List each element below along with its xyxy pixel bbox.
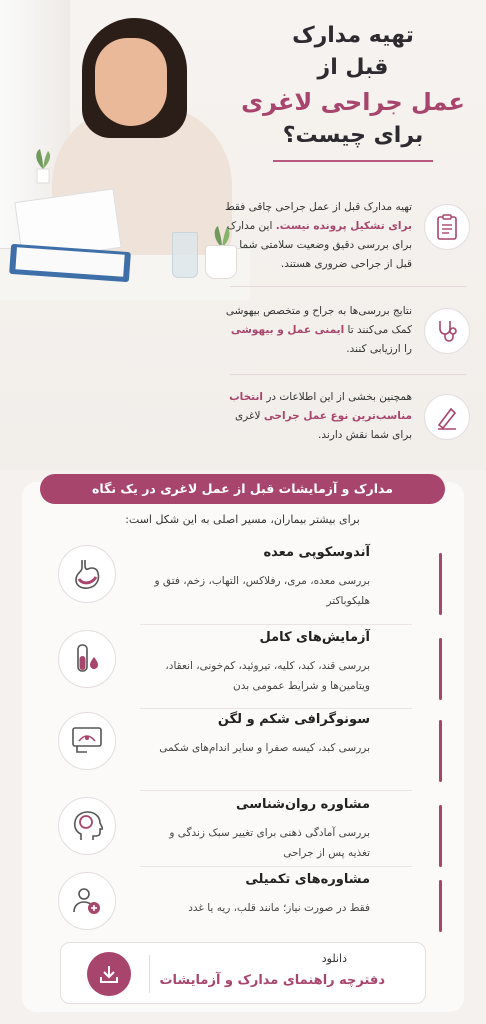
item-accent-bar (439, 880, 442, 932)
divider (140, 790, 412, 791)
intro-highlight: ایمنی عمل و بیهوشی (230, 324, 345, 336)
item-accent-bar (439, 805, 442, 867)
brain-head-icon (58, 797, 116, 855)
pen-paper-icon (424, 394, 470, 440)
item-description: بررسی معده، مری، رفلاکس، التهاب، زخم، فتق و هلیکوباکتر (154, 575, 370, 607)
divider (230, 374, 466, 375)
intro-text: همچنین بخشی از این اطلاعات در انتخاب مناسب‌ترین نوع عمل جراحی لاغری برای شما نقش دارند. (229, 391, 412, 441)
download-icon (98, 963, 120, 985)
title-line-1: تهیه مدارک (292, 23, 414, 48)
intro-text: تهیه مدارک قبل از عمل جراحی چاقی فقط برای تشکیل پرونده نیست. این مدارک برای بررسی دقیق وضعیت سلامتی شما قبل از جراحی ضروری هستند. (224, 201, 412, 270)
item-title: مشاوره روان‌شناسی (236, 797, 370, 812)
divider (140, 866, 412, 867)
title-line-4: برای چیست؟ (282, 123, 424, 148)
item-title: سونوگرافی شکم و لگن (217, 712, 370, 727)
stethoscope-icon (424, 308, 470, 354)
section-subtitle: برای بیشتر بیماران، مسیر اصلی به این شکل است: (125, 513, 360, 526)
divider (230, 286, 466, 287)
page-title (240, 20, 466, 162)
intro-highlight: انتخاب مناسب‌ترین نوع عمل جراحی (229, 391, 412, 422)
title-line-2: قبل از (317, 55, 389, 80)
item-title: مشاوره‌های تکمیلی (245, 872, 370, 887)
item-accent-bar (439, 638, 442, 700)
item-description: فقط در صورت نیاز؛ مانند قلب، ریه یا غدد (188, 902, 370, 914)
stomach-icon (58, 545, 116, 603)
clipboard-icon (424, 204, 470, 250)
intro-text: نتایج بررسی‌ها به جراح و متخصص بیهوشی کمک می‌کنند تا ایمنی عمل و بیهوشی را ارزیابی کنند. (225, 305, 412, 355)
divider (140, 708, 412, 709)
download-button[interactable] (87, 952, 131, 996)
person-face (95, 38, 167, 126)
intro-item (10, 190, 476, 274)
intro-highlight: برای تشکیل پرونده نیست. (275, 220, 412, 232)
item-description: بررسی قند، کبد، کلیه، تیروئید، کم‌خونی، انعقاد، ویتامین‌ها و شرایط عمومی بدن (165, 660, 370, 692)
divider (149, 955, 150, 993)
divider (140, 624, 412, 625)
item-title: آندوسکوپی معده (263, 545, 370, 560)
title-line-3: عمل جراحی لاغری (241, 88, 465, 116)
section-banner: مدارک و آزمایشات قبل از عمل لاغری در یک نگاه (40, 474, 445, 504)
item-description: بررسی کبد، کیسه صفرا و سایر اندام‌های شکمی (159, 742, 370, 754)
item-accent-bar (439, 553, 442, 615)
item-description: بررسی آمادگی ذهنی برای تغییر سبک زندگی و تغذیه پس از جراحی (169, 827, 370, 859)
title-underline (273, 160, 433, 162)
download-label: دانلود (321, 952, 347, 965)
download-title[interactable]: دفترچه راهنمای مدارک و آزمایشات (159, 973, 385, 988)
test-tube-icon (58, 630, 116, 688)
intro-item (10, 294, 476, 378)
ultrasound-icon (58, 712, 116, 770)
intro-item (10, 380, 476, 464)
item-accent-bar (439, 720, 442, 782)
download-card[interactable] (60, 942, 426, 1004)
user-plus-icon (58, 872, 116, 930)
item-title: آزمایش‌های کامل (259, 630, 370, 645)
